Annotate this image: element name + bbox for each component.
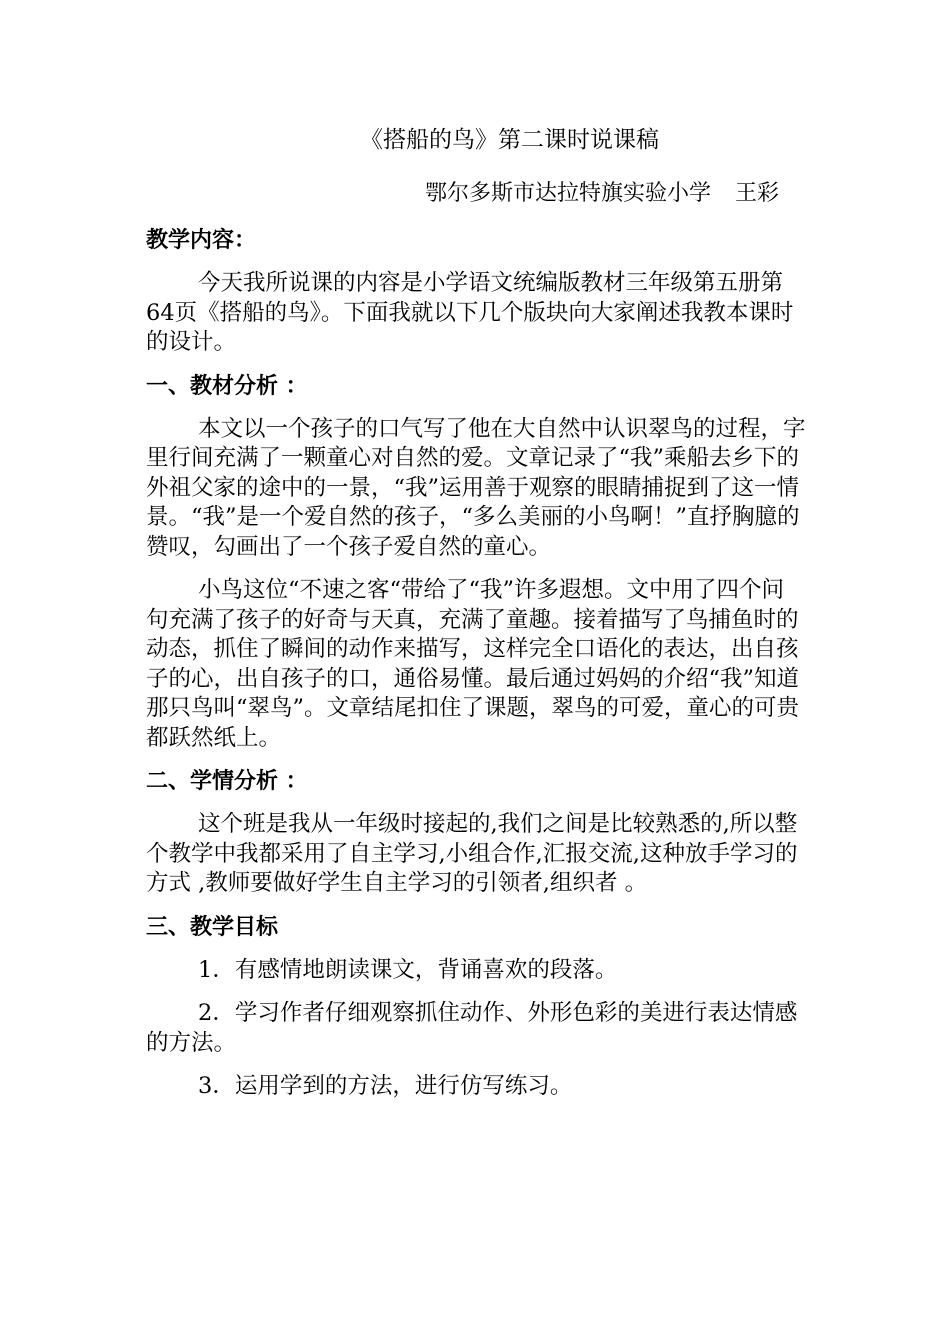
material-analysis-paragraph-1: 本文以一个孩子的口气写了他在大自然中认识翠鸟的过程，字里行间充满了一颗童心对自然的爱。文章记录了“我”乘船去乡下的外祖父家的途中的一景，“我”运用善于观察的眼睛捕捉到了这一情景。“我”是一个爱自然的孩子，“多么美丽的小鸟啊！”直抒胸臆的赞叹，勾画出了一个孩子爱自然的童心。 bbox=[146, 415, 806, 560]
document-title: 《搭船的鸟》第二课时说课稿 bbox=[360, 127, 659, 153]
student-analysis-paragraph: 这个班是我从一年级时接起的,我们之间是比较熟悉的,所以整个教学中我都采用了自主学习,小组合作,汇报交流,这种放手学习的方式 ,教师要做好学生自主学习的引领者,组织者 。 bbox=[146, 811, 798, 896]
material-analysis-heading: 一、教材分析 ： bbox=[146, 373, 308, 399]
teaching-goal-2: 2．学习作者仔细观察抓住动作、外形色彩的美进行表达情感的方法。 bbox=[146, 1000, 798, 1056]
author-byline bbox=[425, 178, 779, 210]
material-analysis-paragraph-2: 小鸟这位“不速之客“带给了“我”许多遐想。文中用了四个问句充满了孩子的好奇与天真，充满了童趣。接着描写了鸟捕鱼时的动态，抓住了瞬间的动作来描写，这样完全口语化的表达，出自孩子的心，出自孩子的口，通俗易懂。最后通过妈妈的介绍“我”知道那只鸟叫“翠鸟”。文章结尾扣住了课题，翠鸟的可爱，童心的可贵都跃然纸上。 bbox=[146, 577, 800, 751]
byline-author: 王彩 bbox=[735, 181, 780, 206]
teaching-goals-heading: 三、教学目标 bbox=[146, 914, 279, 940]
byline-school: 鄂尔多斯市达拉特旗实验小学 bbox=[425, 181, 712, 206]
teaching-content-heading: 教学内容： bbox=[146, 228, 257, 253]
teaching-goal-1: 1．有感情地朗读课文，背诵喜欢的段落。 bbox=[198, 956, 618, 983]
document-body bbox=[146, 226, 806, 1116]
student-analysis-heading: 二、学情分析 ： bbox=[146, 769, 308, 794]
teaching-goal-3: 3．运用学到的方法，进行仿写练习。 bbox=[198, 1073, 573, 1099]
teaching-content-paragraph: 今天我所说课的内容是小学语文统编版教材三年级第五册第64页《搭船的鸟》。下面我就以下几个版块向大家阐述我教本课时的设计。 bbox=[146, 270, 794, 355]
